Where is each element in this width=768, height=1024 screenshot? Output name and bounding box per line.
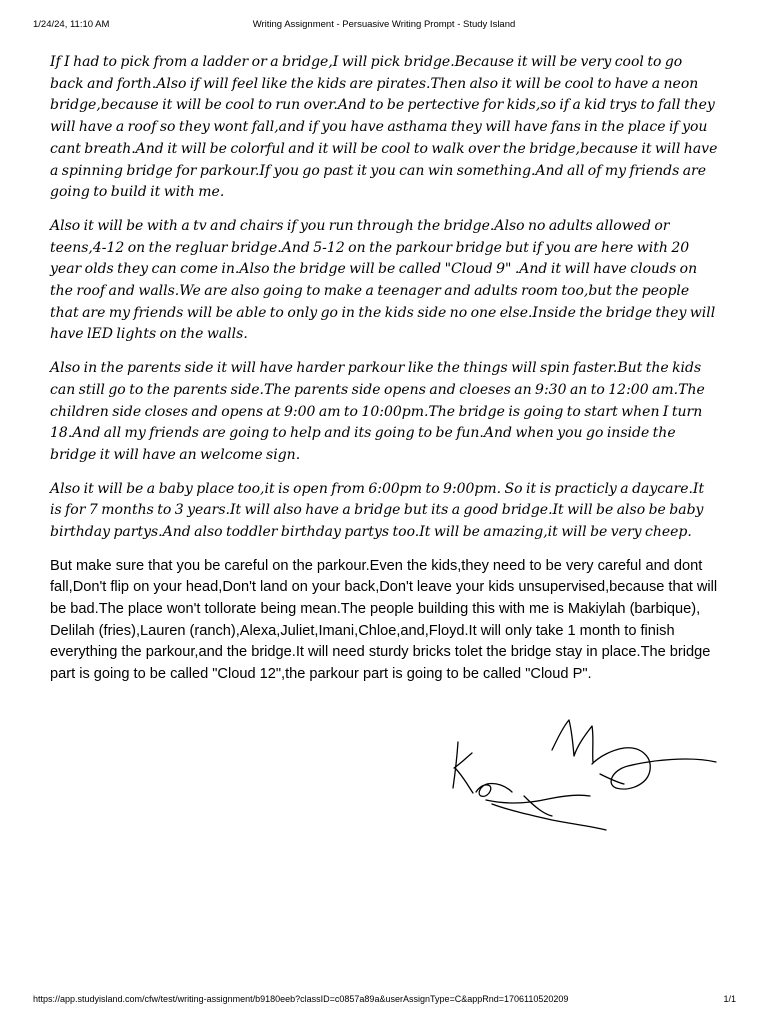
essay-body: [50, 52, 718, 697]
print-footer: [0, 990, 768, 1012]
print-page-title: Writing Assignment - Persuasive Writing Prompt - Study Island: [252, 19, 516, 30]
essay-paragraph-2: Also it will be with a tv and chairs if you run through the bridge.Also no adults allowed or teens,4-12 on the regluar bridge.And 5-12 on the parkour bridge but if you are here with 20 year olds they can come in.Also the bridge will be called "Cloud 9" .And it will have clouds on the roof and walls.We are also going to make a teenager and adults room too,but the people that are my friends will be able to only go in the kids side no one else.Inside the bridge they will have lED lights on the walls.: [50, 217, 716, 343]
print-header: [0, 0, 768, 48]
essay-paragraph-5: But make sure that you be careful on the parkour.Even the kids,they need to be very careful and dont fall,Don't flip on your head,Don't land on your back,Don't leave your kids unsupervised,because that will be bad.The place won't tollorate being mean.The people building this with me is Makiylah (barbique), Delilah (fries),Lauren (ranch),Alexa,Juliet,Imani,Chloe,and,Floyd.It will only take 1 month to finish everything the parkour,and the bridge.It will need sturdy bricks tolet the bridge stay in place.The bridge part is going to be called "Cloud 12",the parkour part is going to be called "Cloud P".: [50, 557, 718, 682]
print-source-url: https://app.studyisland.com/cfw/test/writing-assignment/b9180eeb?classID=c0857a89a&userAssignType=C&appRnd=1706110520209: [33, 994, 569, 1004]
print-page-number: 1/1: [723, 994, 736, 1004]
essay-paragraph-3: Also in the parents side it will have harder parkour like the things will spin faster.But the kids can still go to the parents side.The parents side opens and cloeses an 9:30 an to 12:00 am.The children side closes and opens at 9:00 am to 10:00pm.The bridge is going to start when I turn 18.And all my friends are going to help and its going to be fun.And when you go inside the bridge it will have an welcome sign.: [50, 360, 705, 463]
print-datetime: 1/24/24, 11:10 AM: [33, 19, 110, 30]
handwritten-signature: [440, 712, 730, 842]
essay-paragraph-1: If I had to pick from a ladder or a bridge,I will pick bridge.Because it will be very cool to go back and forth.Also if will feel like the kids are pirates.Then also it will be cool to have a neon bridge,because it will be cool to run over.And to be pertective for kids,so if a kid trys to fall they will have a roof so they wont fall,and if you have asthama they will have fans in the place if you cant breath.And it will be colorful and it will be cool to walk over the bridge,because it will have a spinning bridge for parkour.If you go past it you can win something.And all of my friends are going to build it with me.: [50, 54, 718, 201]
essay-paragraph-4: Also it will be a baby place too,it is open from 6:00pm to 9:00pm. So it is practicly a daycare.It is for 7 months to 3 years.It will also have a bridge but its a good bridge.It will be also be baby birthday partys.And also toddler birthday partys too.It will be amazing,it will be very cheep.: [50, 480, 705, 541]
